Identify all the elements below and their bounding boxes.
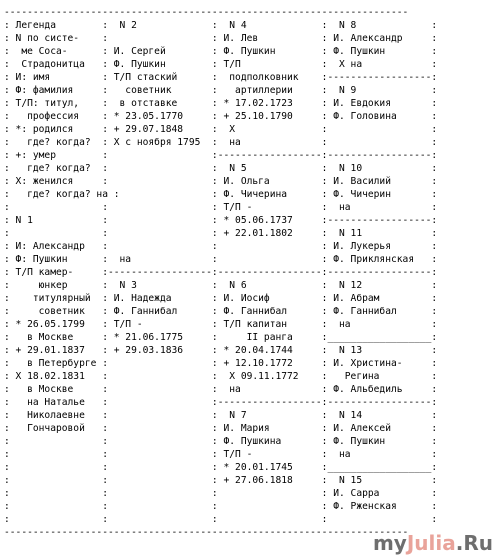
- table-line: : юнкер : N 3 : N 6 : N 12 :: [4, 280, 438, 291]
- table-line: : : : : Ф. Рженская :: [4, 501, 438, 512]
- table-line: : Х 18.02.1831 : : Х 09.11.1772 : Регина :: [4, 371, 438, 382]
- watermark-suffix: .Ru: [455, 531, 493, 555]
- table-line: : : : * 20.01.1745 :__________________:: [4, 462, 438, 473]
- table-line: : в Петербурге : : + 12.10.1772 : И. Христина- :: [4, 358, 438, 369]
- table-line: : советник : Ф. Ганнибал : Ф. Ганнибал : Ф. Ганнибал :: [4, 306, 438, 317]
- table-line: : N 1 : : * 05.06.1737 :------------------:: [4, 215, 438, 226]
- table-line: : в Москве : * 21.06.1775 : II ранга :__________________:: [4, 332, 438, 343]
- table-line: : на Наталье : :------------------:------------------:: [4, 397, 438, 408]
- table-line: : титулярный : И. Надежда : И. Иосиф : И. Абрам :: [4, 293, 438, 304]
- table-line: : где? когда? : : N 5 : N 10 :: [4, 163, 438, 174]
- site-watermark: [373, 531, 493, 555]
- table-line: : где? когда? : Х с ноября 1795 : на : :: [4, 137, 438, 148]
- table-line: : Николаевне : : N 7 : N 14 :: [4, 410, 438, 421]
- table-line: : : : : И. Сарра :: [4, 488, 438, 499]
- watermark-accent: Julia: [406, 531, 456, 555]
- table-line: ----------------------------------------------------------------------: [4, 527, 409, 538]
- table-line: : Гончаровой : : И. Мария : И. Алексей :: [4, 423, 438, 434]
- table-line: : И: Александр : : : И. Лукерья :: [4, 241, 438, 252]
- table-line: : +: умер : :------------------:------------------:: [4, 150, 438, 161]
- table-line: : Т/П: титул, : в отставке : * 17.02.1723 : И. Евдокия :: [4, 98, 438, 109]
- table-line: : : : Т/П - : на :: [4, 202, 438, 213]
- table-line: : : : Ф. Пушкина : Ф. Пушкин :: [4, 436, 438, 447]
- table-line: : Легенда : N 2 : N 4 : N 8 :: [4, 20, 438, 31]
- genealogy-table: [4, 6, 494, 551]
- table-line: : Страдонитца : Ф. Пушкин : Т/П : Х на :: [4, 59, 438, 70]
- watermark-main: my: [372, 531, 407, 555]
- table-line: : где? когда? на : : Ф. Чичерина : Ф. Чичерин :: [4, 189, 438, 200]
- table-line: : Ф: Пушкин : на : : Ф. Приклянская :: [4, 254, 438, 265]
- table-line: : *: родился : + 29.07.1848 : Х : :: [4, 124, 438, 135]
- table-line: ----------------------------------------------------------------------: [4, 7, 409, 18]
- table-line: : Ф: фамилия : советник : артиллерии : N 9 :: [4, 85, 438, 96]
- table-line: : в Москве : : на : Ф. Альбедиль :: [4, 384, 438, 395]
- table-line: : + 29.01.1837 : + 29.03.1836 : * 20.04.1744 : N 13 :: [4, 345, 438, 356]
- table-line: : : : + 27.06.1818 : N 15 :: [4, 475, 438, 486]
- table-line: : профессия : * 23.05.1770 : + 25.10.1790 : Ф. Головина :: [4, 111, 438, 122]
- table-line: : : : + 22.01.1802 : N 11 :: [4, 228, 438, 239]
- table-line: : ме Соса- : И. Сергей : Ф. Пушкин : Ф. Пушкин :: [4, 46, 438, 57]
- table-line: : * 26.05.1799 : Т/П - : Т/П капитан : на :: [4, 319, 438, 330]
- table-line: : Т/П камер- :------------------:------------------:------------------:: [4, 267, 438, 278]
- table-line: : Х: женился : : И. Ольга : И. Василий :: [4, 176, 438, 187]
- table-line: : : : : :: [4, 514, 438, 525]
- table-line: : : : Т/П - : на :: [4, 449, 438, 460]
- table-line: : N по систе- : : И. Лев : И. Александр :: [4, 33, 438, 44]
- table-line: : И: имя : Т/П стаский : подполковник :------------------:: [4, 72, 438, 83]
